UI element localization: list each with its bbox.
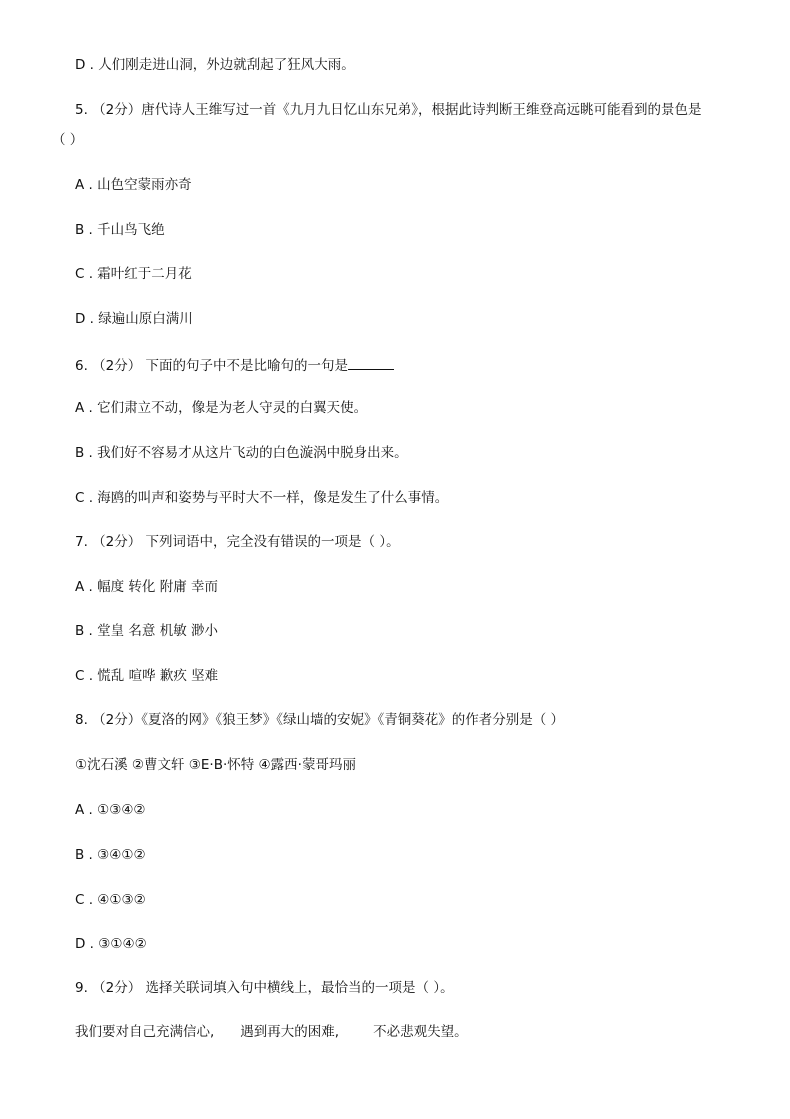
question-5-option-a: A . 山色空蒙雨亦奇 bbox=[75, 177, 192, 193]
question-5-option-d: D . 绿遍山原白满川 bbox=[75, 311, 193, 327]
question-4-option-d: D . 人们刚走进山洞，外边就刮起了狂风大雨。 bbox=[75, 57, 355, 73]
question-7-option-b: B . 堂皇 名意 机敏 渺小 bbox=[75, 623, 219, 639]
sentence-part-1: 我们要对自己充满信心, bbox=[75, 1024, 215, 1040]
question-7-stem: 7. （2分） 下列词语中，完全没有错误的一项是（ ）。 bbox=[75, 534, 400, 550]
question-9-sentence bbox=[75, 1023, 468, 1041]
sentence-part-2: 遇到再大的困难, bbox=[240, 1024, 340, 1040]
question-8-option-b: B . ③④①② bbox=[75, 847, 146, 863]
question-8-author-list: ①沈石溪 ②曹文轩 ③E·B·怀特 ④露西·蒙哥玛丽 bbox=[75, 757, 356, 773]
sentence-part-3: 不必悲观失望。 bbox=[373, 1024, 468, 1040]
question-6-option-a: A . 它们肃立不动，像是为老人守灵的白翼天使。 bbox=[75, 400, 368, 416]
question-7-option-a: A . 幅度 转化 附庸 幸而 bbox=[75, 579, 218, 595]
question-8-option-a: A . ①③④② bbox=[75, 802, 146, 818]
question-5-option-c: C . 霜叶红于二月花 bbox=[75, 266, 192, 282]
question-9-stem: 9. （2分） 选择关联词填入句中横线上，最恰当的一项是（ ）。 bbox=[75, 980, 454, 996]
question-6-stem bbox=[75, 355, 394, 375]
question-8-stem: 8. （2分）《夏洛的网》《狼王梦》《绿山墙的安妮》《青铜葵花》的作者分别是（ ） bbox=[75, 712, 565, 728]
question-5-stem-continuation: （ ） bbox=[52, 132, 84, 148]
question-6-option-c: C . 海鸥的叫声和姿势与平时大不一样，像是发生了什么事情。 bbox=[75, 490, 449, 506]
question-6-option-b: B . 我们好不容易才从这片飞动的白色漩涡中脱身出来。 bbox=[75, 445, 408, 461]
question-7-option-c: C . 慌乱 喧哗 歉疚 坚难 bbox=[75, 668, 219, 684]
question-5-option-b: B . 千山鸟飞绝 bbox=[75, 222, 165, 238]
question-5-stem: 5. （2分）唐代诗人王维写过一首《九月九日忆山东兄弟》，根据此诗判断王维登高远眺可能看到的景色是 bbox=[75, 102, 702, 118]
question-6-text: 6. （2分） 下面的句子中不是比喻句的一句是 bbox=[75, 358, 349, 374]
question-8-option-c: C . ④①③② bbox=[75, 892, 146, 908]
answer-blank bbox=[348, 355, 394, 370]
question-8-option-d: D . ③①④② bbox=[75, 936, 147, 952]
